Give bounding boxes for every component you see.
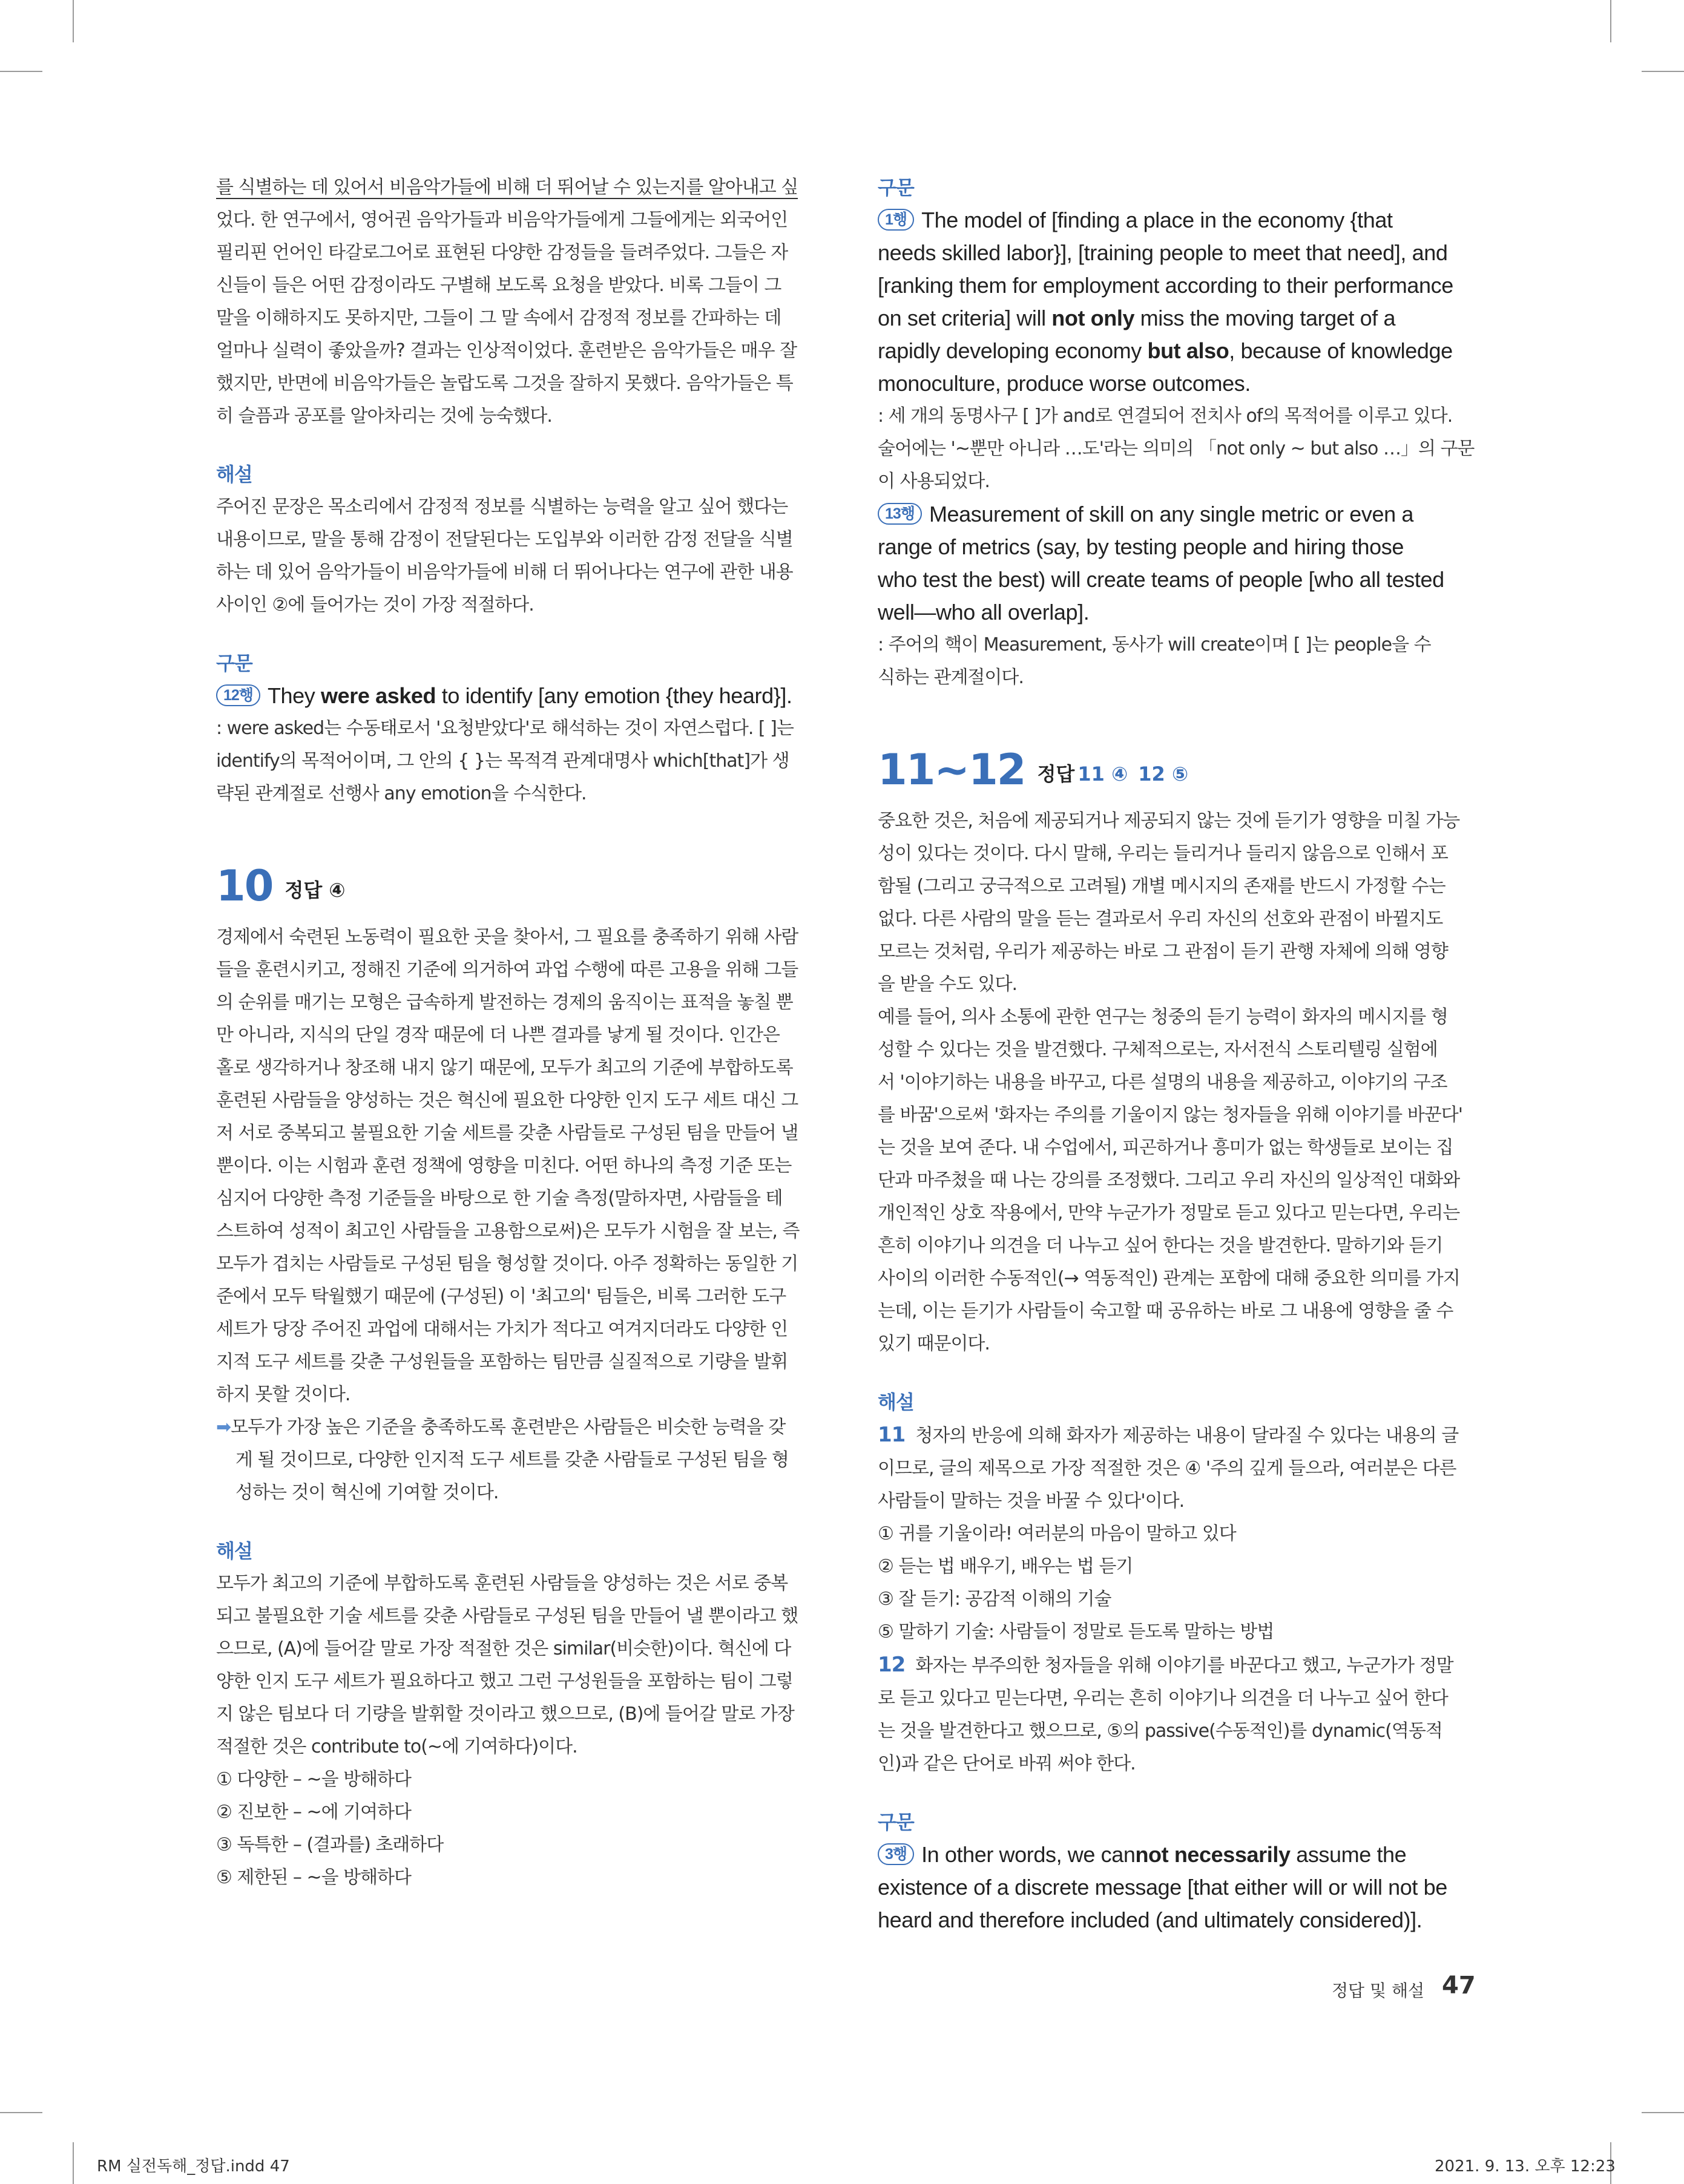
text-line: 지 않은 팀보다 더 기량을 발휘할 것이라고 했으므로, (B)에 들어갈 말로 가장 — [216, 1704, 794, 1725]
text-line: 는 것을 발견한다고 했으므로, ⑤의 passive(수동적인)를 dynamic(역동적 — [878, 1720, 1442, 1742]
answer-label: 정답 — [285, 879, 323, 902]
left-column — [216, 171, 821, 1894]
text-line: 사이인 ②에 들어가는 것이 가장 적절하다. — [216, 594, 534, 615]
crop-mark — [1610, 0, 1611, 42]
syntax-sentence: who test the best) will create teams of people [who all tested — [878, 567, 1444, 592]
text-line: 서 '이야기하는 내용을 바꾸고, 다른 설명의 내용을 제공하고, 이야기의 구조 — [878, 1072, 1447, 1093]
answer-value: ④ — [329, 879, 346, 902]
haeseol-paragraph — [216, 1567, 821, 1763]
text-line: 없다. 다른 사람의 말을 듣는 결과로서 우리 자신의 선호와 관점이 바뀔지도 — [878, 908, 1443, 930]
syntax-sentence: on set criteria] will not only miss the moving target of a — [878, 306, 1396, 330]
text-line: 적절한 것은 contribute to(~에 기여하다)이다. — [216, 1736, 577, 1757]
line-tag: 1행 — [878, 209, 914, 231]
text-line: 게 될 것이므로, 다양한 인지적 도구 세트를 갖춘 사람들로 구성된 팀을 형 — [235, 1449, 789, 1471]
text-line: 사이의 이러한 수동적인(→ 역동적인) 관계는 포함에 대해 중요한 의미를 가지 — [878, 1268, 1460, 1289]
crop-mark — [73, 2142, 74, 2184]
text-line: 히 슬픔과 공포를 알아차리는 것에 능숙했다. — [216, 405, 552, 427]
text-line: 의 순위를 매기는 모형은 급속하게 발전하는 경제의 움직이는 표적을 놓칠 뿐 — [216, 992, 793, 1013]
text-line: 하지 못할 것이다. — [216, 1384, 350, 1405]
translation-paragraph — [216, 921, 821, 1411]
text-line: 성이 있다는 것이다. 다시 말해, 우리는 들리거나 들리지 않음으로 인해서 포 — [878, 843, 1448, 864]
text-line: 저 서로 중복되고 불필요한 기술 세트를 갖춘 사람들로 구성된 팀을 만들어 낼 — [216, 1123, 798, 1144]
syntax-note: : 주어의 핵이 Measurement, 동사가 will create이며 [ ]는 people을 수 — [878, 634, 1431, 655]
syntax-note: 술어에는 '~뿐만 아니라 …도'라는 의미의 「not only ~ but also …」의 구문 — [878, 438, 1475, 459]
text-line: 중요한 것은, 처음에 제공되거나 제공되지 않는 것에 듣기가 영향을 미칠 가능 — [878, 810, 1460, 831]
text-line: 만 아니라, 지식의 단일 경작 때문에 더 나쁜 결과를 낳게 될 것이다. 인간은 — [216, 1025, 780, 1046]
syntax-sentence: needs skilled labor}], [training people to meet that need], and — [878, 240, 1448, 265]
text-line: 되고 불필요한 기술 세트를 갖춘 사람들로 구성된 팀을 만들어 낼 뿐이라고 했 — [216, 1605, 798, 1627]
answer-value: 12 ⑤ — [1138, 762, 1189, 785]
text-line: 를 식별하는 데 있어서 비음악가들에 비해 더 뛰어날 수 있는지를 알아내고 싶 — [216, 177, 798, 198]
crop-mark — [1642, 71, 1684, 72]
option-item: ③ 잘 듣기: 공감적 이해의 기술 — [878, 1589, 1111, 1610]
haeseol-paragraph — [216, 491, 821, 621]
text-line: 훈련된 사람들을 양성하는 것은 혁신에 필요한 다양한 인지 도구 세트 대신 그 — [216, 1090, 798, 1111]
syntax-note: : were asked는 수동태로서 '요청받았다'로 해석하는 것이 자연스럽다. [ ]는 — [216, 718, 794, 739]
question-header — [878, 743, 1483, 805]
syntax-sentence: 12행 They were asked to identify [any emotion {they heard}]. — [216, 680, 821, 712]
text-line: 홀로 생각하거나 창조해 내지 않기 때문에, 모두가 최고의 기준에 부합하도록 — [216, 1057, 793, 1078]
question-number: 11~12 — [878, 745, 1025, 795]
text-line: 12 화자는 부주의한 청자들을 위해 이야기를 바꾼다고 했고, 누군가가 정말 — [878, 1653, 1453, 1677]
crop-mark — [0, 71, 42, 72]
option-item: ② 진보한 – ~에 기여하다 — [216, 1802, 412, 1823]
section-heading-gumun: 구문 — [216, 652, 252, 675]
print-slug-timestamp: 2021. 9. 13. 오후 12:23 — [1435, 2157, 1616, 2176]
syntax-sentence: range of metrics (say, by testing people and hiring those — [878, 534, 1404, 559]
option-item: ① 다양한 – ~을 방해하다 — [216, 1769, 412, 1790]
option-list — [216, 1763, 821, 1894]
haeseol-12 — [878, 1648, 1483, 1780]
section-heading-haeseol: 해설 — [216, 463, 252, 486]
text-line: 모르는 것처럼, 우리가 제공하는 바로 그 관점이 듣기 관행 자체에 의해 영향 — [878, 941, 1448, 962]
question-header — [216, 859, 821, 921]
line-tag: 3행 — [878, 1843, 914, 1865]
text-line: 지적 도구 세트를 갖춘 구성원들을 포함하는 팀만큼 실질적으로 기량을 발휘 — [216, 1351, 788, 1372]
text-line: 뿐이다. 이는 시험과 훈련 정책에 영향을 미친다. 어떤 하나의 측정 기준 또는 — [216, 1155, 792, 1176]
arrow-icon: ➡ — [216, 1417, 231, 1438]
text-line: 스트하여 성적이 최고인 사람들을 고용함으로써)은 모두가 시험을 잘 보는, 즉 — [216, 1221, 800, 1242]
text-line: 11 청자의 반응에 의해 화자가 제공하는 내용이 달라질 수 있다는 내용의 글 — [878, 1423, 1459, 1447]
right-column — [878, 171, 1483, 1936]
syntax-sentence: 1행 The model of [finding a place in the economy {that — [878, 204, 1483, 237]
text-line: 들을 훈련시키고, 정해진 기준에 의거하여 과업 수행에 따른 고용을 위해 그들 — [216, 959, 798, 980]
text-line: 로 듣고 있다고 믿는다면, 우리는 흔히 이야기나 의견을 더 나누고 싶어 한다 — [878, 1688, 1448, 1709]
page-number: 47 — [1442, 1972, 1476, 1999]
text-line: 내용이므로, 말을 통해 감정이 전달된다는 도입부와 이러한 감정 전달을 식별 — [216, 529, 793, 550]
syntax-sentence: 3행 In other words, we cannot necessarily assume the — [878, 1838, 1483, 1871]
section-heading-haeseol: 해설 — [878, 1391, 914, 1414]
summary-block — [216, 1411, 821, 1509]
syntax-note: : 세 개의 동명사구 [ ]가 and로 연결되어 전치사 of의 목적어를 이루고 있다. — [878, 405, 1453, 427]
text-line: 준에서 모두 탁월했기 때문에 (구성된) 이 '최고의' 팀들은, 비록 그러한 도구 — [216, 1286, 786, 1307]
sub-question-number: 11 — [878, 1423, 906, 1447]
intro-paragraph — [216, 171, 821, 433]
crop-mark — [1642, 2112, 1684, 2113]
text-line: 세트가 당장 주어진 과업에 대해서는 가치가 적다고 여겨지더라도 다양한 인 — [216, 1319, 788, 1340]
text-line: 심지어 다양한 측정 기준들을 바탕으로 한 기술 측정(말하자면, 사람들을 테 — [216, 1188, 783, 1209]
answer-value: 11 ④ — [1077, 762, 1128, 785]
section-heading-gumun: 구문 — [878, 176, 914, 199]
syntax-note: 략된 관계절로 선행사 any emotion을 수식한다. — [216, 783, 587, 804]
print-slug-filename: RM 실전독해_정답.indd 47 — [97, 2157, 290, 2176]
syntax-note: identify의 목적어이며, 그 안의 { }는 목적격 관계대명사 which[that]가 생 — [216, 750, 789, 772]
question-number: 10 — [216, 861, 273, 911]
text-line: 모두가 최고의 기준에 부합하도록 훈련된 사람들을 양성하는 것은 서로 중복 — [216, 1573, 788, 1594]
line-tag: 13행 — [878, 503, 922, 525]
text-line: 경제에서 숙련된 노동력이 필요한 곳을 찾아서, 그 필요를 충족하기 위해 사람 — [216, 926, 798, 948]
text-line: 예를 들어, 의사 소통에 관한 연구는 청중의 듣기 능력이 화자의 메시지를 형 — [878, 1006, 1448, 1028]
text-line: 었다. 한 연구에서, 영어권 음악가들과 비음악가들에게 그들에게는 외국어인 — [216, 209, 788, 231]
text-line: 을 받을 수도 있다. — [878, 974, 1018, 995]
text-line: 주어진 문장은 목소리에서 감정적 정보를 식별하는 능력을 알고 싶어 했다는 — [216, 496, 788, 517]
text-line: 는데, 이는 듣기가 사람들이 숙고할 때 공유하는 바로 그 내용에 영향을 줄 수 — [878, 1300, 1453, 1322]
text-line: 얼마나 실력이 좋았을까? 결과는 인상적이었다. 훈련받은 음악가들은 매우 잘 — [216, 340, 797, 361]
answer-label: 정답 — [1037, 762, 1075, 785]
text-line: 인)과 같은 단어로 바꿔 써야 한다. — [878, 1753, 1136, 1774]
syntax-sentence: existence of a discrete message [that either will or will not be — [878, 1875, 1447, 1900]
text-line: 필리핀 언어인 타갈로그어로 표현된 다양한 감정들을 들려주었다. 그들은 자 — [216, 242, 788, 263]
crop-mark — [73, 0, 74, 42]
text-line: 성할 수 있다는 것을 발견했다. 구체적으로는, 자서전식 스토리텔링 실험에 — [878, 1039, 1438, 1060]
translation-paragraph — [878, 805, 1483, 1360]
text-line: 성하는 것이 혁신에 기여할 것이다. — [235, 1482, 499, 1503]
syntax-note: 이 사용되었다. — [878, 471, 990, 492]
section-heading-gumun: 구문 — [878, 1811, 914, 1834]
text-line: ➡모두가 가장 높은 기준을 충족하도록 훈련받은 사람들은 비슷한 능력을 갖 — [216, 1417, 786, 1438]
option-item: ⑤ 말하기 기술: 사람들이 정말로 듣도록 말하는 방법 — [878, 1621, 1274, 1642]
section-heading-haeseol: 해설 — [216, 1540, 252, 1563]
syntax-sentence: well—who all overlap]. — [878, 600, 1090, 625]
footer-section-label: 정답 및 해설 — [1332, 1981, 1425, 2001]
text-line: 했지만, 반면에 비음악가들은 놀랍도록 그것을 잘하지 못했다. 음악가들은 특 — [216, 373, 793, 394]
text-line: 는 것을 보여 준다. 내 수업에서, 피곤하거나 흥미가 없는 학생들로 보이는 집 — [878, 1137, 1453, 1158]
text-line: 사람들이 말하는 것을 바꿀 수 있다'이다. — [878, 1490, 1185, 1512]
syntax-note: 식하는 관계절이다. — [878, 667, 1024, 688]
text-line: 를 바꿈'으로써 '화자는 주의를 기울이지 않는 청자들을 위해 이야기를 바꾼다' — [878, 1104, 1462, 1126]
option-item: ① 귀를 기울이라! 여러분의 마음이 말하고 있다 — [878, 1523, 1236, 1544]
syntax-sentence: [ranking them for employment according to their performance — [878, 273, 1453, 298]
syntax-sentence: 13행 Measurement of skill on any single metric or even a — [878, 498, 1483, 531]
option-item: ⑤ 제한된 – ~을 방해하다 — [216, 1867, 412, 1888]
sub-question-number: 12 — [878, 1653, 906, 1677]
option-item: ② 듣는 법 배우기, 배우는 법 듣기 — [878, 1556, 1133, 1577]
text-line: 으므로, (A)에 들어갈 말로 가장 적절한 것은 similar(비슷한)이다. 혁신에 다 — [216, 1638, 791, 1659]
line-tag: 12행 — [216, 684, 260, 706]
text-line: 신들이 들은 어떤 감정이라도 구별해 보도록 요청을 받았다. 비록 그들이 그 — [216, 275, 781, 296]
text-line: 함될 (그리고 궁극적으로 고려될) 개별 메시지의 존재를 반드시 가정할 수는 — [878, 876, 1446, 897]
syntax-sentence: monoculture, produce worse outcomes. — [878, 371, 1251, 396]
haeseol-11 — [878, 1418, 1483, 1648]
syntax-sentence: heard and therefore included (and ultimately considered)]. — [878, 1907, 1423, 1932]
text-line: 흔히 이야기나 의견을 더 나누고 싶어 한다는 것을 발견한다. 말하기와 듣기 — [878, 1235, 1443, 1256]
text-line: 단과 마주쳤을 때 나는 강의를 조정했다. 그리고 우리 자신의 일상적인 대화와 — [878, 1170, 1460, 1191]
text-line: 이므로, 글의 제목으로 가장 적절한 것은 ④ '주의 깊게 들으라, 여러분은 다른 — [878, 1458, 1456, 1479]
text-line: 모두가 겹치는 사람들로 구성된 팀을 형성할 것이다. 아주 정확하는 동일한 기 — [216, 1253, 798, 1274]
syntax-sentence: rapidly developing economy but also, because of knowledge — [878, 338, 1453, 363]
text-line: 양한 인지 도구 세트가 필요하다고 했고 그런 구성원들을 포함하는 팀이 그렇 — [216, 1671, 793, 1692]
crop-mark — [0, 2112, 42, 2113]
option-item: ③ 독특한 – (결과를) 초래하다 — [216, 1834, 444, 1855]
text-line: 말을 이해하지도 못하지만, 그들이 그 말 속에서 감정적 정보를 간파하는 데 — [216, 307, 781, 329]
text-line: 하는 데 있어 음악가들이 비음악가들에 비해 더 뛰어나다는 연구에 관한 내용 — [216, 562, 793, 583]
text-line: 있기 때문이다. — [878, 1333, 990, 1354]
text-line: 개인적인 상호 작용에서, 만약 누군가가 정말로 듣고 있다고 믿는다면, 우리는 — [878, 1202, 1460, 1224]
